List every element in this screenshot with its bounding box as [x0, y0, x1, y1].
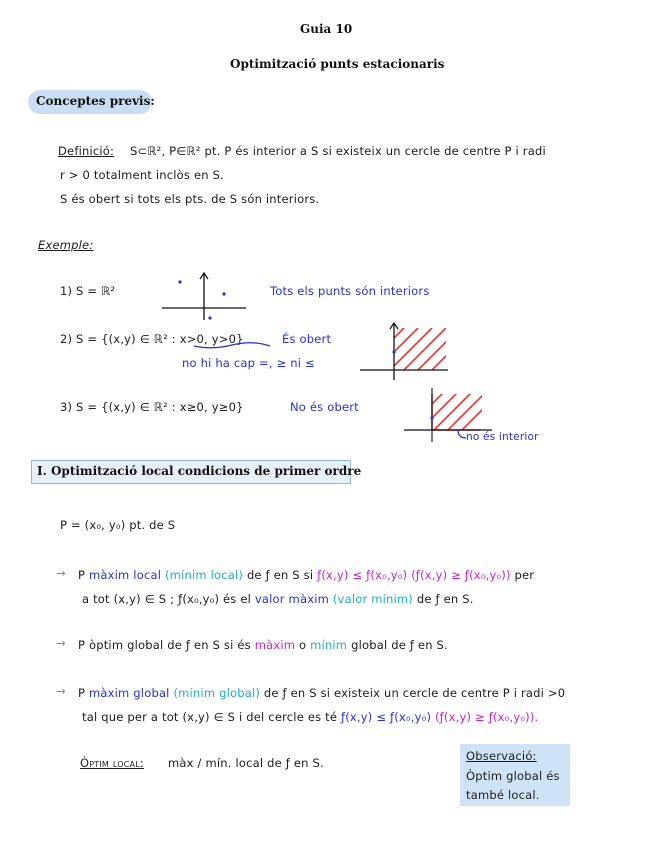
section-1-heading: I. Optimització local condicions de primer ordre — [37, 464, 362, 478]
bullet-1-valor-max: valor màxim — [254, 592, 330, 606]
bullet-3-max-global: màxim global — [89, 686, 170, 700]
definition-label: Definició: — [58, 144, 115, 158]
bullet-2-line — [78, 638, 448, 652]
example-1-axes — [160, 270, 250, 322]
definition-line-1: S⊂ℝ², P∈ℝ² pt. P és interior a S si existeix un cercle de centre P i radi — [130, 144, 546, 158]
bullet-3-line-1 — [78, 686, 565, 700]
arrow-bullet-3-icon: → — [56, 684, 66, 698]
definition-line-3: S és obert si tots els pts. de S són interiors. — [60, 192, 320, 206]
bullet-1-line-1 — [78, 568, 534, 582]
observation-title: Observació: — [466, 749, 537, 763]
bullet-2-b: global de ƒ en S. — [351, 638, 448, 652]
bullet-3-line-2 — [82, 710, 538, 724]
example-3-note-2: no és interior — [466, 431, 539, 443]
examples-heading: Exemple: — [38, 238, 94, 252]
bullet-2-min: mínim — [310, 638, 348, 652]
example-2-note: És obert — [282, 332, 332, 346]
bullet-1-p: P — [78, 568, 86, 582]
optim-local-label: Òptim local: — [80, 756, 144, 770]
example-3: 3) S = {(x,y) ∈ ℝ² : x≥0, y≥0} — [60, 400, 244, 414]
example-2-graph — [360, 322, 450, 382]
example-2-underline — [192, 340, 272, 350]
bullet-2-o: o — [299, 638, 307, 652]
bullet-1-valor-min: (valor mínim) — [332, 592, 413, 606]
bullet-3-ineq-2: (ƒ(x,y) ≥ ƒ(x₀,y₀)). — [435, 710, 539, 724]
example-2-note-2: no hi ha cap =, ≥ ni ≤ — [182, 356, 315, 370]
example-2: 2) S = {(x,y) ∈ ℝ² : x>0, y>0} — [60, 332, 244, 346]
bullet-1-ineq-2: (ƒ(x,y) ≥ ƒ(x₀,y₀)) — [411, 568, 511, 582]
bullet-2-a: P òptim global de ƒ en S si és — [78, 638, 251, 652]
bullet-3-min-global: (mínim global) — [173, 686, 261, 700]
observation-line-1: Òptim global és — [466, 769, 560, 783]
definition-line-2: r > 0 totalment inclòs en S. — [60, 168, 224, 182]
page-subtitle: Optimització punts estacionaris — [230, 57, 445, 71]
bullet-1-de: de ƒ en S si — [246, 568, 314, 582]
optim-local-text: màx / mín. local de ƒ en S. — [168, 756, 324, 770]
bullet-1-line-2a: a tot (x,y) ∈ S ; ƒ(x₀,y₀) és el — [82, 592, 252, 606]
bullet-3-ineq-1: ƒ(x,y) ≤ ƒ(x₀,y₀) — [340, 710, 432, 724]
example-3-note: No és obert — [290, 400, 359, 414]
bullet-3-rest: de ƒ en S si existeix un cercle de centre P i radi >0 — [263, 686, 566, 700]
example-1: 1) S = ℝ² — [60, 284, 116, 298]
bullet-1-max-local: màxim local — [89, 568, 162, 582]
bullet-1-line-2 — [82, 592, 474, 606]
example-1-note: Tots els punts són interiors — [270, 284, 430, 298]
arrow-bullet-2-icon: → — [56, 636, 66, 650]
bullet-2-max: màxim — [254, 638, 296, 652]
bullet-1-per: per — [514, 568, 535, 582]
previous-concepts-heading: Conceptes previs: — [36, 94, 155, 108]
bullet-1-ineq-1: ƒ(x,y) ≤ ƒ(x₀,y₀) — [317, 568, 408, 582]
guide-title: Guia 10 — [300, 22, 353, 36]
bullet-3-line-2-text: tal que per a tot (x,y) ∈ S i del cercle es té — [82, 710, 338, 724]
point-definition: P = (x₀, y₀) pt. de S — [60, 518, 176, 532]
observation-line-2: també local. — [466, 788, 540, 802]
bullet-1-line-2b: de ƒ en S. — [416, 592, 474, 606]
bullet-3-p: P — [78, 686, 86, 700]
bullet-1-min-local: (mínim local) — [164, 568, 244, 582]
arrow-bullet-1-icon: → — [56, 566, 66, 580]
